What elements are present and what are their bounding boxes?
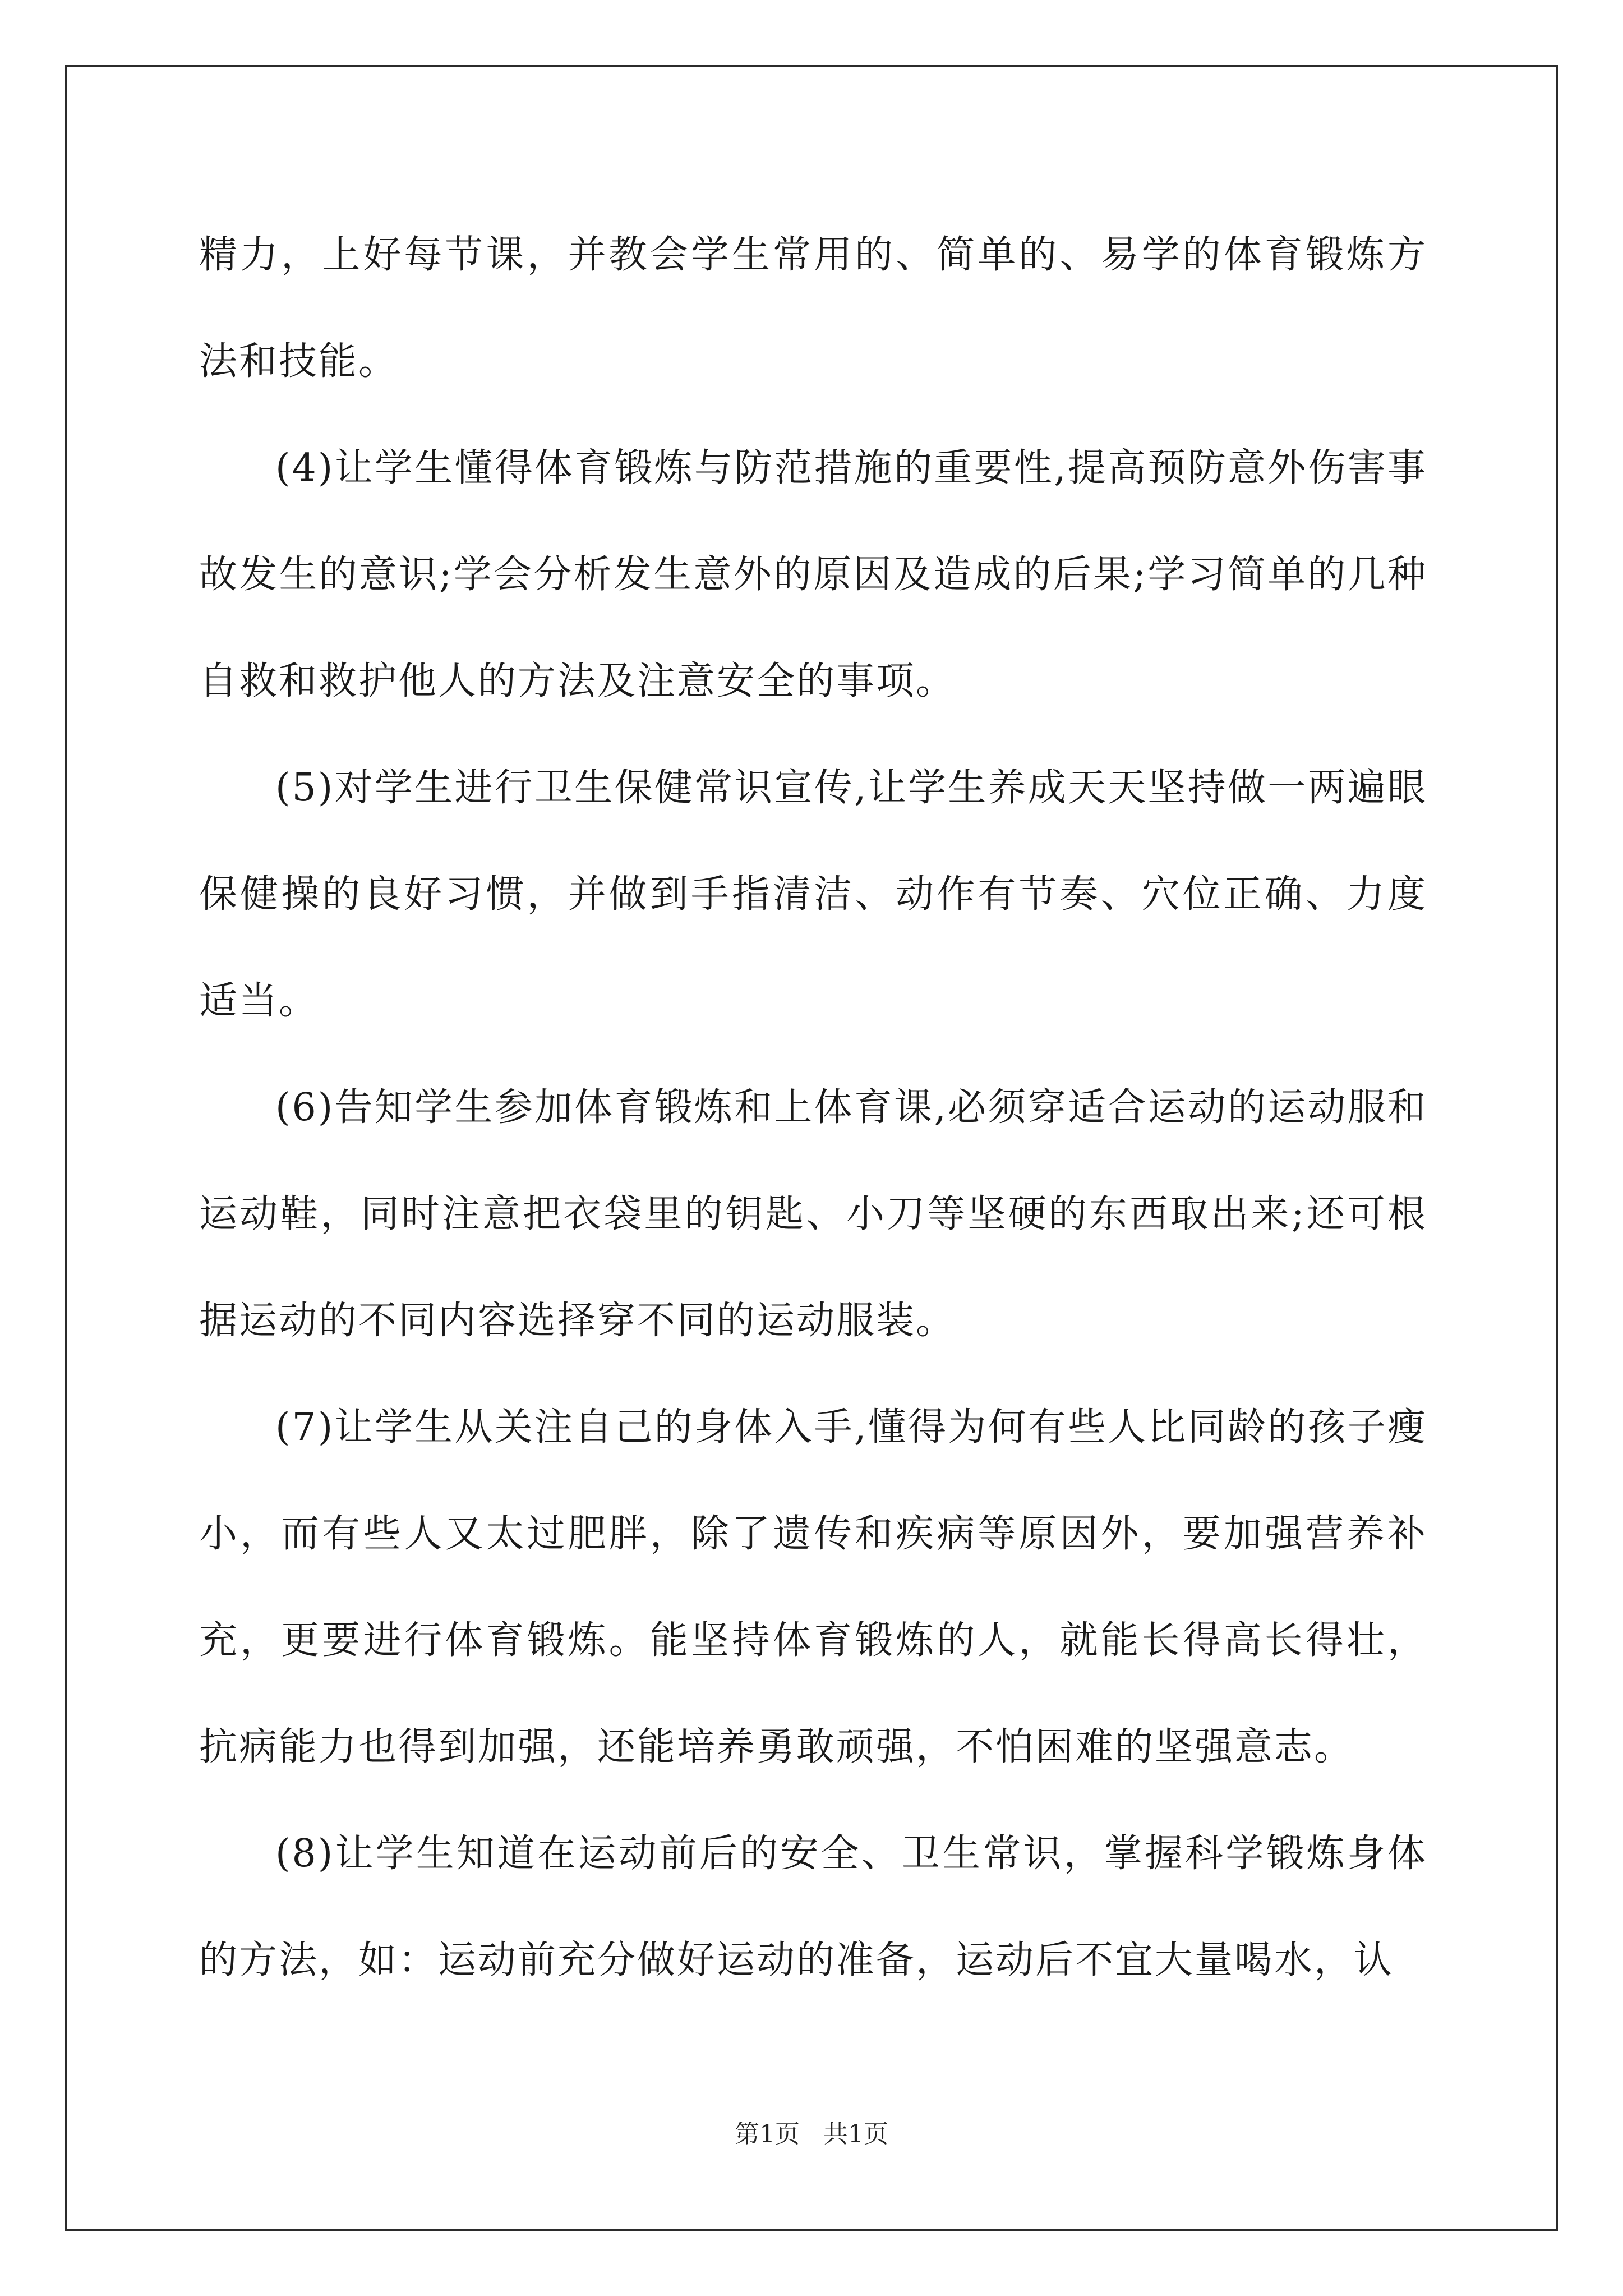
- paragraph-item-4: (4)让学生懂得体育锻炼与防范措施的重要性,提高预防意外伤害事故发生的意识;学会分析发生意外的原因及造成的后果;学习简单的几种自救和救护他人的方法及注意安全的事项。: [199, 446, 1427, 703]
- paragraph-item-6: (6)告知学生参加体育锻炼和上体育课,必须穿适合运动的运动服和运动鞋，同时注意把衣袋里的钥匙、小刀等坚硬的东西取出来;还可根据运动的不同内容选择穿不同的运动服装。: [199, 1085, 1427, 1343]
- page-total: 共1页: [823, 2120, 888, 2148]
- paragraph-item-7: (7)让学生从关注自己的身体入手,懂得为何有些人比同龄的孩子瘦小，而有些人又太过肥胖，除了遗传和疾病等原因外，要加强营养补充，更要进行体育锻炼。能坚持体育锻炼的人，就能长得高长得壮，抗病能力也得到加强，还能培养勇敢顽强，不怕困难的坚强意志。: [199, 1405, 1427, 1769]
- page-number: 第1页: [735, 2120, 800, 2148]
- paragraph-continued: 精力，上好每节课，并教会学生常用的、简单的、易学的体育锻炼方法和技能。: [199, 233, 1427, 384]
- page-footer: [0, 2118, 1623, 2151]
- paragraph-item-8: (8)让学生知道在运动前后的安全、卫生常识，掌握科学锻炼身体的方法，如：运动前充分做好运动的准备，运动后不宜大量喝水，认: [199, 1832, 1427, 1982]
- document-body: [199, 202, 1427, 2014]
- paragraph-item-5: (5)对学生进行卫生保健常识宣传,让学生养成天天坚持做一两遍眼保健操的良好习惯，并做到手指清洁、动作有节奏、穴位正确、力度适当。: [199, 766, 1427, 1023]
